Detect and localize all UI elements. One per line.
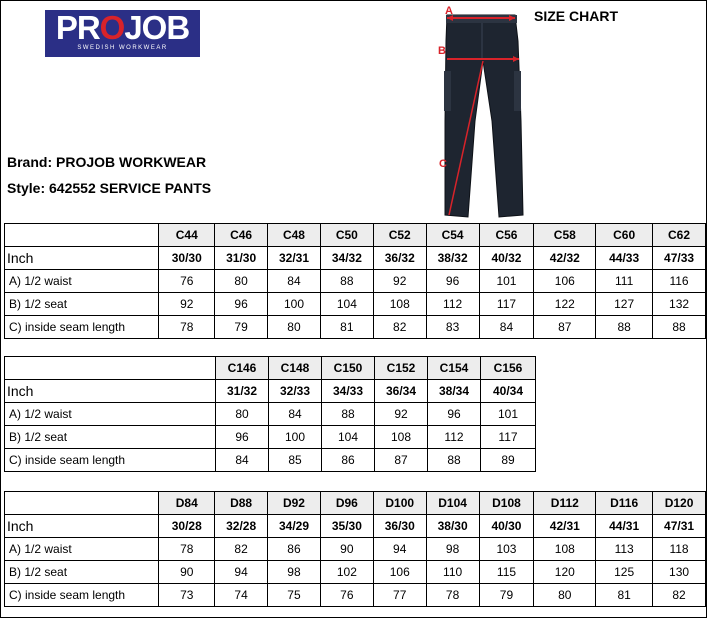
row-label: C) inside seam length — [5, 584, 159, 607]
size-code: D112 — [534, 492, 596, 515]
table-cell: 86 — [322, 449, 375, 472]
table-cell: 88 — [320, 270, 373, 293]
table-row-codes — [5, 224, 706, 247]
logo-tagline: SWEDISH WORKWEAR — [77, 45, 168, 51]
size-code: D116 — [596, 492, 653, 515]
table-cell: 80 — [216, 403, 269, 426]
size-code: C54 — [426, 224, 479, 247]
row-label: A) 1/2 waist — [5, 403, 216, 426]
table-cell: 115 — [479, 561, 534, 584]
table-cell: 78 — [426, 584, 479, 607]
table-cell: 127 — [596, 293, 653, 316]
inch-value: 40/34 — [481, 380, 536, 403]
logo-text-job: JOB — [124, 9, 190, 46]
size-chart-title: SIZE CHART — [534, 8, 618, 24]
table-cell: 132 — [653, 293, 706, 316]
table-cell: 98 — [426, 538, 479, 561]
table-cell: 111 — [596, 270, 653, 293]
size-code: D120 — [653, 492, 706, 515]
table-cell: 79 — [479, 584, 534, 607]
table-cell: 75 — [268, 584, 321, 607]
row-label: B) 1/2 seat — [5, 561, 159, 584]
table-row-seat — [5, 561, 706, 584]
size-table-regular — [4, 223, 706, 339]
table-cell: 100 — [269, 426, 322, 449]
inch-value: 40/32 — [479, 247, 534, 270]
table-cell: 81 — [320, 316, 373, 339]
table-cell: 80 — [215, 270, 268, 293]
logo-text-o: O — [99, 9, 125, 46]
table-cell: 117 — [479, 293, 534, 316]
table-cell: 87 — [534, 316, 596, 339]
table-cell: 104 — [320, 293, 373, 316]
table-cell: 117 — [481, 426, 536, 449]
inch-value: 42/32 — [534, 247, 596, 270]
table-cell: 125 — [596, 561, 653, 584]
table-cell: 112 — [426, 293, 479, 316]
table-cell: 92 — [159, 293, 215, 316]
table-cell: 94 — [373, 538, 426, 561]
table-cell: 116 — [653, 270, 706, 293]
inch-value: 36/34 — [375, 380, 428, 403]
table-cell: 88 — [653, 316, 706, 339]
table-cell: 82 — [373, 316, 426, 339]
brand-label: Brand: PROJOB WORKWEAR — [7, 154, 207, 170]
style-label: Style: 642552 SERVICE PANTS — [7, 180, 212, 196]
size-code: D92 — [268, 492, 321, 515]
table-cell: 112 — [428, 426, 481, 449]
table-cell: 90 — [320, 538, 373, 561]
table-cell: 101 — [479, 270, 534, 293]
size-code: D104 — [426, 492, 479, 515]
inch-value: 34/32 — [320, 247, 373, 270]
inch-value: 38/32 — [426, 247, 479, 270]
table-row-waist — [5, 270, 706, 293]
size-code: C148 — [269, 357, 322, 380]
table-cell: 104 — [322, 426, 375, 449]
size-code: C48 — [268, 224, 321, 247]
inch-value: 30/30 — [159, 247, 215, 270]
size-code: C46 — [215, 224, 268, 247]
table-cell: 83 — [426, 316, 479, 339]
table-cell: 122 — [534, 293, 596, 316]
table-row-seat — [5, 293, 706, 316]
table-cell: 96 — [426, 270, 479, 293]
table-row-inch — [5, 515, 706, 538]
table-cell: 110 — [426, 561, 479, 584]
table-cell: 86 — [268, 538, 321, 561]
measure-b-label: B — [438, 45, 446, 57]
table-row-codes — [5, 492, 706, 515]
table-cell: 82 — [653, 584, 706, 607]
size-code: D96 — [320, 492, 373, 515]
table-cell: 96 — [428, 403, 481, 426]
inch-label: Inch — [5, 380, 216, 403]
table-cell: 103 — [479, 538, 534, 561]
inch-value: 32/31 — [268, 247, 321, 270]
table-cell: 88 — [428, 449, 481, 472]
inch-value: 38/30 — [426, 515, 479, 538]
table-cell: 98 — [268, 561, 321, 584]
inch-label: Inch — [5, 515, 159, 538]
table-cell: 89 — [481, 449, 536, 472]
table-row-seat — [5, 426, 536, 449]
logo-text-pr: PR — [55, 9, 100, 46]
table-cell: 77 — [373, 584, 426, 607]
table-cell: 96 — [216, 426, 269, 449]
table-cell: 84 — [268, 270, 321, 293]
table-cell: 80 — [268, 316, 321, 339]
table-cell: 79 — [215, 316, 268, 339]
table-cell: 88 — [596, 316, 653, 339]
size-code: C44 — [159, 224, 215, 247]
inch-value: 44/33 — [596, 247, 653, 270]
table-cell: 78 — [159, 538, 215, 561]
table-cell: 106 — [373, 561, 426, 584]
table-cell: 108 — [534, 538, 596, 561]
size-code: C146 — [216, 357, 269, 380]
table-cell: 76 — [320, 584, 373, 607]
table-cell: 76 — [159, 270, 215, 293]
table-cell: 84 — [269, 403, 322, 426]
table-cell: 100 — [268, 293, 321, 316]
table-cell: 102 — [320, 561, 373, 584]
table-cell: 87 — [375, 449, 428, 472]
table-cell: 130 — [653, 561, 706, 584]
inch-value: 30/28 — [159, 515, 215, 538]
table-row-codes — [5, 357, 536, 380]
size-code: C60 — [596, 224, 653, 247]
inch-value: 44/31 — [596, 515, 653, 538]
inch-value: 36/30 — [373, 515, 426, 538]
size-code: D100 — [373, 492, 426, 515]
table-cell: 94 — [215, 561, 268, 584]
table-cell: 84 — [479, 316, 534, 339]
table-cell: 113 — [596, 538, 653, 561]
table-cell: 85 — [269, 449, 322, 472]
table-row-inch — [5, 380, 536, 403]
table-cell: 118 — [653, 538, 706, 561]
inch-value: 36/32 — [373, 247, 426, 270]
measure-c-label: C — [439, 158, 447, 170]
inch-value: 34/29 — [268, 515, 321, 538]
row-label: C) inside seam length — [5, 449, 216, 472]
table-cell: 96 — [215, 293, 268, 316]
size-code: D88 — [215, 492, 268, 515]
size-code: C62 — [653, 224, 706, 247]
size-code: D108 — [479, 492, 534, 515]
inch-value: 47/33 — [653, 247, 706, 270]
inch-value: 35/30 — [320, 515, 373, 538]
row-label: A) 1/2 waist — [5, 538, 159, 561]
inch-value: 42/31 — [534, 515, 596, 538]
table-row-seam — [5, 316, 706, 339]
inch-value: 32/28 — [215, 515, 268, 538]
table-cell: 81 — [596, 584, 653, 607]
table-row-inch — [5, 247, 706, 270]
size-table-short — [4, 491, 706, 607]
table-cell: 82 — [215, 538, 268, 561]
size-code: C56 — [479, 224, 534, 247]
size-code: C50 — [320, 224, 373, 247]
size-table-long — [4, 356, 536, 472]
table-row-waist — [5, 403, 536, 426]
table-cell: 80 — [534, 584, 596, 607]
table-cell: 88 — [322, 403, 375, 426]
table-cell: 74 — [215, 584, 268, 607]
measure-a-label: A — [445, 5, 453, 17]
table-cell: 90 — [159, 561, 215, 584]
inch-value: 31/32 — [216, 380, 269, 403]
table-cell: 92 — [375, 403, 428, 426]
table-cell: 92 — [373, 270, 426, 293]
size-code: C58 — [534, 224, 596, 247]
table-cell: 84 — [216, 449, 269, 472]
inch-value: 31/30 — [215, 247, 268, 270]
inch-value: 40/30 — [479, 515, 534, 538]
table-cell: 78 — [159, 316, 215, 339]
table-row-waist — [5, 538, 706, 561]
size-code: C156 — [481, 357, 536, 380]
table-cell: 108 — [373, 293, 426, 316]
size-code: C150 — [322, 357, 375, 380]
inch-value: 38/34 — [428, 380, 481, 403]
table-cell: 108 — [375, 426, 428, 449]
table-cell: 120 — [534, 561, 596, 584]
row-label: A) 1/2 waist — [5, 270, 159, 293]
table-row-seam — [5, 449, 536, 472]
inch-value: 32/33 — [269, 380, 322, 403]
pants-measurement-figure — [435, 1, 530, 223]
row-label: B) 1/2 seat — [5, 426, 216, 449]
inch-value: 34/33 — [322, 380, 375, 403]
size-code: C154 — [428, 357, 481, 380]
size-code: C52 — [373, 224, 426, 247]
row-label: C) inside seam length — [5, 316, 159, 339]
table-row-seam — [5, 584, 706, 607]
row-label: B) 1/2 seat — [5, 293, 159, 316]
inch-label: Inch — [5, 247, 159, 270]
inch-value: 47/31 — [653, 515, 706, 538]
table-cell: 106 — [534, 270, 596, 293]
projob-logo — [45, 10, 200, 57]
table-cell: 73 — [159, 584, 215, 607]
table-cell: 101 — [481, 403, 536, 426]
size-code: D84 — [159, 492, 215, 515]
size-code: C152 — [375, 357, 428, 380]
